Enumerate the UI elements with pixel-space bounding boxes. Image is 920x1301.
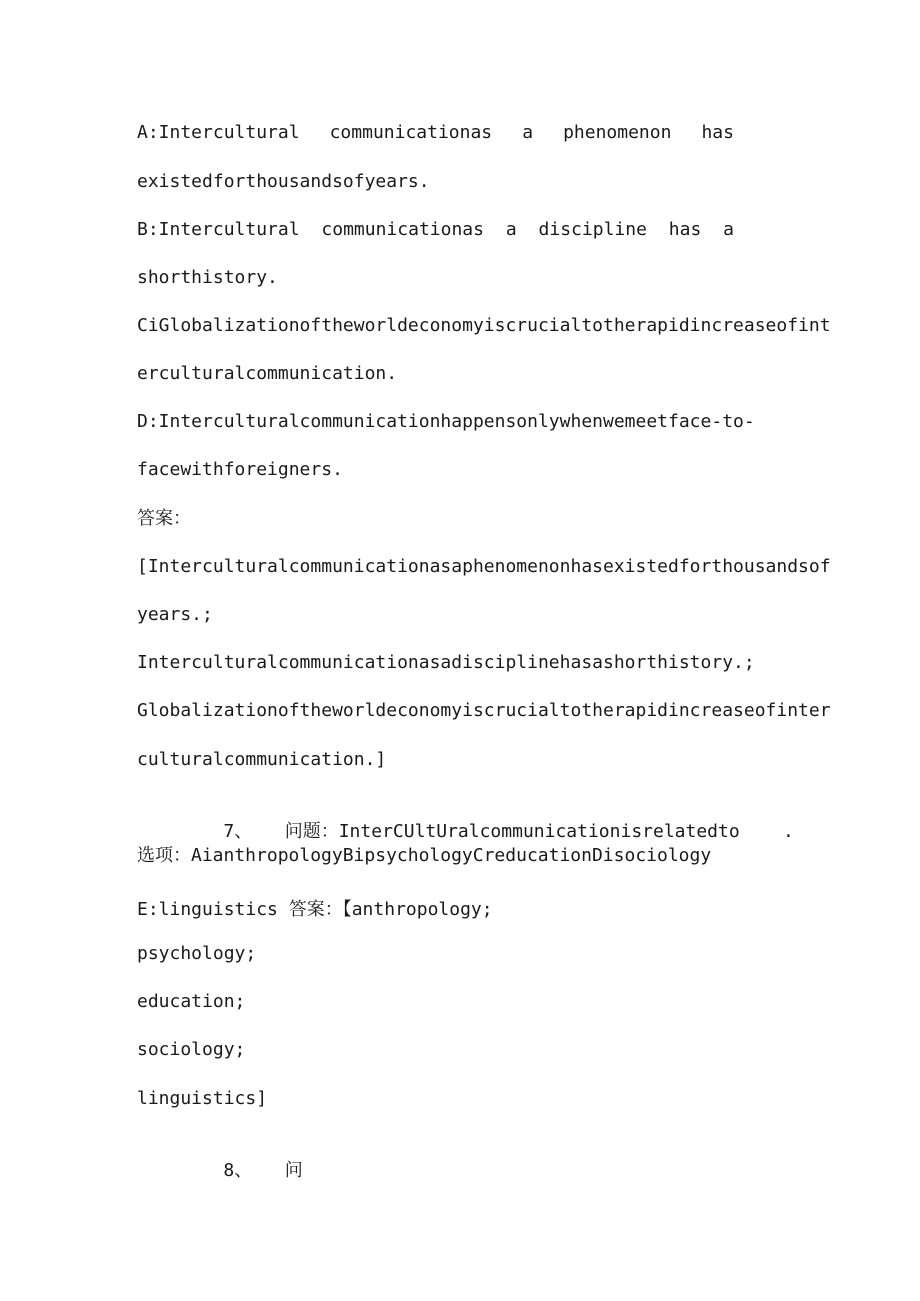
question-7-answer-line: sociology; <box>137 1039 246 1060</box>
option-d-line-2: facewithforeigners. <box>137 459 343 480</box>
answer-label: 答案： <box>137 508 191 529</box>
option-b-line-2: shorthistory. <box>137 267 278 288</box>
option-b-word: communicationas <box>321 219 484 240</box>
question-7-answer-line: linguistics] <box>137 1088 268 1109</box>
question-7-text: 问题：InterCUltUralcommunicationisrelatedto <box>284 821 740 842</box>
answer-line: Globalizationoftheworldeconomyiscrucialtotherapidincreaseofinter <box>137 700 831 721</box>
answer-line: years.; <box>137 604 213 625</box>
option-b-word: discipline <box>538 219 647 240</box>
question-7-answer-line: education; <box>137 991 246 1012</box>
option-a-line-2: existedforthousandsofyears. <box>137 171 430 192</box>
option-a-word: communicationas <box>329 122 493 143</box>
question-7-number: 7、 <box>223 821 253 842</box>
option-a-word: A:Intercultural <box>137 122 300 143</box>
answer-line: [Interculturalcommunicationasaphenomenonhasexistedforthousandsof <box>137 556 831 577</box>
question-7-answer-lead: E:linguistics 答案：【anthropology; <box>137 899 493 920</box>
option-a-word: a <box>522 122 534 143</box>
question-7-answer-line: psychology; <box>137 943 257 964</box>
answer-line: culturalcommunication.] <box>137 749 387 770</box>
option-b-word: a <box>723 219 734 240</box>
option-c-line-2: erculturalcommunication. <box>137 363 398 384</box>
question-8-text: 问 <box>284 1160 303 1181</box>
question-8-number: 8、 <box>223 1160 253 1181</box>
option-b-word: B:Intercultural <box>137 219 300 240</box>
option-b-line-1 <box>137 218 734 242</box>
option-b-word: has <box>668 219 702 240</box>
question-8 <box>180 1135 303 1207</box>
option-c-line-1: CiGlobalizationoftheworldeconomyiscrucialtotherapidincreaseofint <box>137 315 831 336</box>
question-7-options: 选项：AianthropologyBipsychologyCreducationDisociology <box>137 845 712 866</box>
option-b-word: a <box>505 219 517 240</box>
option-a-word: phenomenon <box>563 122 672 143</box>
option-a-line-1 <box>137 121 734 145</box>
answer-line: Interculturalcommunicationasadisciplinehasashorthistory.; <box>137 652 755 673</box>
question-7-end: . <box>783 821 794 842</box>
option-a-word: has <box>701 122 734 143</box>
option-d-line-1: D:Interculturalcommunicationhappensonlywhenwemeetface-to- <box>137 411 755 432</box>
